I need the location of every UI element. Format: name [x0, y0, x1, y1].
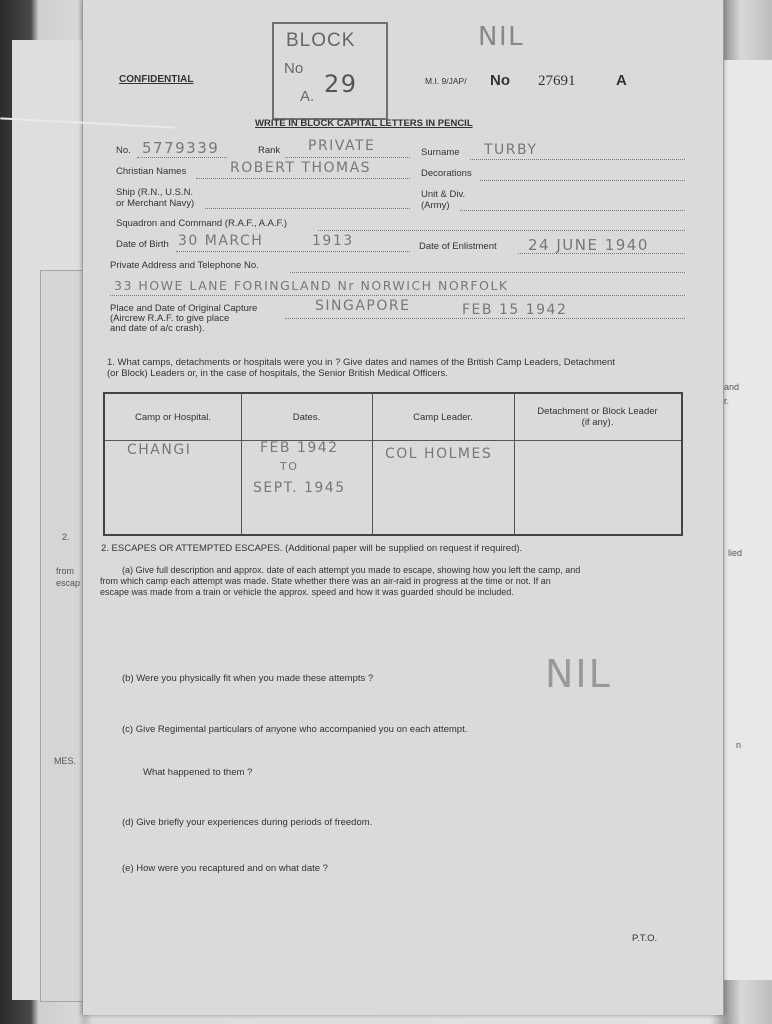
capture-label: Place and Date of Original Capture: [110, 303, 258, 314]
capture-date: FEB 15 1942: [462, 302, 568, 318]
confidential-label: CONFIDENTIAL: [119, 74, 194, 85]
q2-heading: 2. ESCAPES OR ATTEMPTED ESCAPES. (Additional paper will be supplied on request if required).: [101, 543, 523, 554]
instruction-heading: WRITE IN BLOCK CAPITAL LETTERS IN PENCIL: [255, 118, 473, 129]
capture-label-3: and date of a/c crash).: [110, 323, 205, 334]
q2c-text-2: What happened to them ?: [143, 767, 253, 778]
enlistment-field-line: [518, 253, 685, 254]
cell-dates-1: FEB 1942: [260, 440, 339, 456]
cell-leader: COL HOLMES: [385, 446, 493, 462]
stamp-no-text: No: [284, 60, 304, 77]
dob-value-day: 30 MARCH: [178, 233, 264, 249]
edge-text: r.: [724, 396, 730, 406]
col-header-detachment: Detachment or Block Leader (if any).: [537, 406, 658, 428]
cell-dates-2: TO: [280, 460, 299, 473]
rank-value: PRIVATE: [308, 138, 376, 154]
ship-field-line: [205, 208, 410, 209]
surname-label: Surname: [421, 147, 460, 158]
q2a-text-2: from which camp each attempt was made. State whether there was an air-raid in progress at the time or not. If an: [100, 576, 551, 586]
q2c-text: (c) Give Regimental particulars of anyone who accompanied you on each attempt.: [122, 724, 468, 735]
address-label: Private Address and Telephone No.: [110, 260, 259, 271]
enlistment-label: Date of Enlistment: [419, 241, 497, 252]
squadron-label: Squadron and Command (R.A.F., A.A.F.): [116, 218, 288, 229]
ref-number: 27691: [538, 73, 576, 89]
no-field-line: [137, 157, 227, 158]
no-label: No.: [116, 145, 131, 156]
ref-suffix: A: [616, 72, 627, 89]
q2d-text: (d) Give briefly your experiences during periods of freedom.: [122, 817, 373, 828]
cell-dates-3: SEPT. 1945: [253, 480, 346, 496]
table-column-rule: [372, 440, 373, 534]
pto-label: P.T.O.: [632, 933, 658, 944]
handwritten-nil-answer: NIL: [545, 652, 612, 696]
cell-camp: CHANGI: [127, 442, 192, 458]
dob-field-line: [176, 251, 410, 252]
handwritten-nil-top: NIL: [478, 22, 525, 52]
squadron-field-line: [318, 230, 685, 231]
q2a-text: (a) Give full description and approx. date of each attempt you made to escape, showing how you left the camp, and: [122, 565, 581, 575]
no-value: 5779339: [142, 139, 220, 157]
address-field-line: [290, 272, 685, 273]
edge-text: escap: [56, 578, 81, 588]
stamp-handwritten-number: 29: [324, 70, 358, 98]
edge-text: lied: [728, 548, 743, 558]
rank-label: Rank: [258, 145, 281, 156]
dob-label: Date of Birth: [116, 239, 169, 250]
camps-table: [103, 392, 683, 536]
capture-field-line: [285, 318, 685, 319]
ref-label: M.I. 9/JAP/: [425, 76, 467, 86]
decorations-field-line: [480, 180, 685, 181]
capture-label-2: (Aircrew R.A.F. to give place: [110, 313, 230, 324]
capture-place: SINGAPORE: [315, 298, 411, 314]
edge-text: 2.: [62, 532, 70, 542]
unit-label: Unit & Div.: [421, 189, 466, 200]
table-column-rule: [241, 440, 242, 534]
christian-names-label: Christian Names: [116, 166, 187, 177]
edge-text: n: [736, 740, 742, 750]
ship-label: Ship (R.N., U.S.N.: [116, 187, 194, 198]
christian-names-value: ROBERT THOMAS: [230, 160, 372, 176]
unit-label-2: (Army): [421, 200, 450, 211]
col-header-camp: Camp or Hospital.: [105, 394, 242, 440]
col-header-leader: Camp Leader.: [372, 394, 515, 440]
edge-text: from: [56, 566, 74, 576]
edge-text: MES.: [54, 756, 77, 766]
stamp-block-text: BLOCK: [286, 30, 356, 51]
dob-value-year: 1913: [312, 233, 354, 249]
ref-no-label: No: [490, 72, 510, 89]
edge-text: and: [724, 382, 740, 392]
enlistment-value: 24 JUNE 1940: [528, 236, 649, 254]
block-stamp: [272, 22, 388, 120]
address-value: 33 HOWE LANE FORINGLAND Nr NORWICH NORFOLK: [114, 278, 509, 293]
unit-field-line: [460, 210, 685, 211]
q1-text: 1. What camps, detachments or hospitals were you in ? Give dates and names of the British Camp Leaders, Detachment: [107, 357, 615, 368]
table-column-rule: [514, 440, 515, 534]
q2b-text: (b) Were you physically fit when you made these attempts ?: [122, 673, 374, 684]
col-header-dates: Dates.: [241, 394, 373, 440]
table-header-rule: [105, 440, 681, 441]
q1-text-2: (or Block) Leaders or, in the case of hospitals, the Senior British Medical Officers.: [107, 368, 448, 379]
christian-field-line: [196, 178, 410, 179]
ship-label-2: or Merchant Navy): [116, 198, 195, 209]
q2e-text: (e) How were you recaptured and on what date ?: [122, 863, 328, 874]
surname-value: TURBY: [484, 142, 538, 158]
q2a-text-3: escape was made from a train or vehicle the approx. speed and how it was guarded should be included.: [100, 587, 514, 597]
address-field-line-2: [110, 295, 685, 296]
stamp-a-text: A.: [300, 88, 315, 105]
rank-field-line: [285, 157, 410, 158]
surname-field-line: [470, 159, 685, 160]
decorations-label: Decorations: [421, 168, 472, 179]
